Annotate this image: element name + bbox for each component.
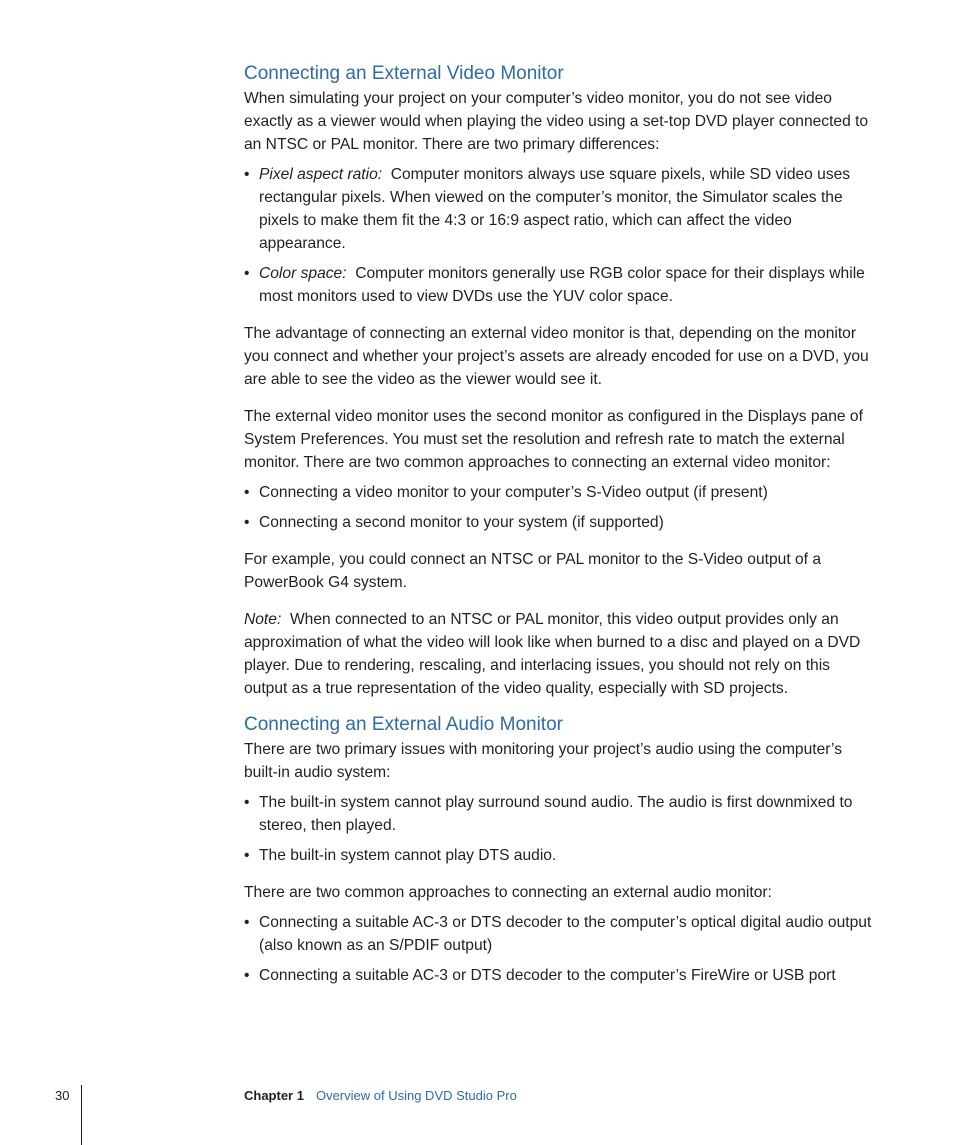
list-item-text: Connecting a video monitor to your computer’s S-Video output (if present) xyxy=(259,484,768,501)
running-footer xyxy=(244,1088,517,1103)
paragraph-example: For example, you could connect an NTSC or PAL monitor to the S-Video output of a PowerBook G4 system. xyxy=(244,551,821,591)
audio-issues-list xyxy=(244,791,876,867)
list-item xyxy=(244,844,876,867)
bullet-glyph: • xyxy=(244,847,250,864)
paragraph-external-monitor-uses: The external video monitor uses the second monitor as configured in the Displays pane of System Preferences. You must set the resolution and refresh rate to match the external monitor. There are two common approaches to connecting an external video monitor: xyxy=(244,408,863,471)
page-number: 30 xyxy=(55,1088,70,1103)
term-label: Color space: xyxy=(259,265,347,282)
section-heading-video-monitor: Connecting an External Video Monitor xyxy=(244,63,564,84)
note-text: When connected to an NTSC or PAL monitor, this video output provides only an approximation of what the video will look like when burned to a disc and played on a DVD player. Due to rendering, rescaling, and interlacing issues, you should not rely on this output as a true representation of the video quality, especially with SD projects. xyxy=(244,611,861,697)
bullet-glyph: • xyxy=(244,484,250,501)
term-label: Pixel aspect ratio: xyxy=(259,166,383,183)
video-approaches-list xyxy=(244,481,876,534)
note-label: Note: xyxy=(244,611,282,628)
section-heading-audio-monitor: Connecting an External Audio Monitor xyxy=(244,714,563,735)
list-item xyxy=(244,911,876,957)
list-item xyxy=(244,163,876,255)
list-item xyxy=(244,791,876,837)
page-footer xyxy=(0,1085,954,1145)
list-item-text: Connecting a suitable AC-3 or DTS decoder to the computer’s optical digital audio output (also known as an S/PDIF output) xyxy=(259,914,872,954)
list-item-text: The built-in system cannot play DTS audio. xyxy=(259,847,557,864)
bullet-glyph: • xyxy=(244,914,250,931)
chapter-label: Chapter 1 xyxy=(244,1088,304,1103)
bullet-glyph: • xyxy=(244,514,250,531)
paragraph-audio-intro: There are two primary issues with monitoring your project’s audio using the computer’s built-in audio system: xyxy=(244,741,843,781)
note-paragraph xyxy=(244,608,876,700)
bullet-glyph: • xyxy=(244,265,250,282)
page-content xyxy=(244,61,876,994)
differences-list xyxy=(244,163,876,308)
audio-approaches-list xyxy=(244,911,876,987)
paragraph-advantage: The advantage of connecting an external video monitor is that, depending on the monitor you connect and whether your project’s assets are already encoded for use on a DVD, you are able to see the video as the viewer would see it. xyxy=(244,325,869,388)
list-item xyxy=(244,964,876,987)
list-item xyxy=(244,262,876,308)
bullet-glyph: • xyxy=(244,967,250,984)
chapter-title: Overview of Using DVD Studio Pro xyxy=(315,1088,517,1103)
list-item-text: Connecting a suitable AC-3 or DTS decoder to the computer’s FireWire or USB port xyxy=(259,967,836,984)
footer-divider xyxy=(81,1085,82,1145)
list-item xyxy=(244,511,876,534)
list-item-text: The built-in system cannot play surround sound audio. The audio is first downmixed to stereo, then played. xyxy=(259,794,853,834)
paragraph-video-intro: When simulating your project on your computer’s video monitor, you do not see video exactly as a viewer would when playing the video using a set-top DVD player connected to an NTSC or PAL monitor. There are two primary differences: xyxy=(244,90,869,153)
bullet-glyph: • xyxy=(244,166,250,183)
list-item xyxy=(244,481,876,504)
list-item-text: Computer monitors always use square pixels, while SD video uses rectangular pixels. When viewed on the computer’s monitor, the Simulator scales the pixels to make them fit the 4:3 or 16:9 aspect ratio, which can affect the video appearance. xyxy=(259,166,851,252)
bullet-glyph: • xyxy=(244,794,250,811)
list-item-text: Computer monitors generally use RGB color space for their displays while most monitors used to view DVDs use the YUV color space. xyxy=(259,265,865,305)
paragraph-audio-approaches-intro: There are two common approaches to connecting an external audio monitor: xyxy=(244,884,772,901)
list-item-text: Connecting a second monitor to your system (if supported) xyxy=(259,514,664,531)
